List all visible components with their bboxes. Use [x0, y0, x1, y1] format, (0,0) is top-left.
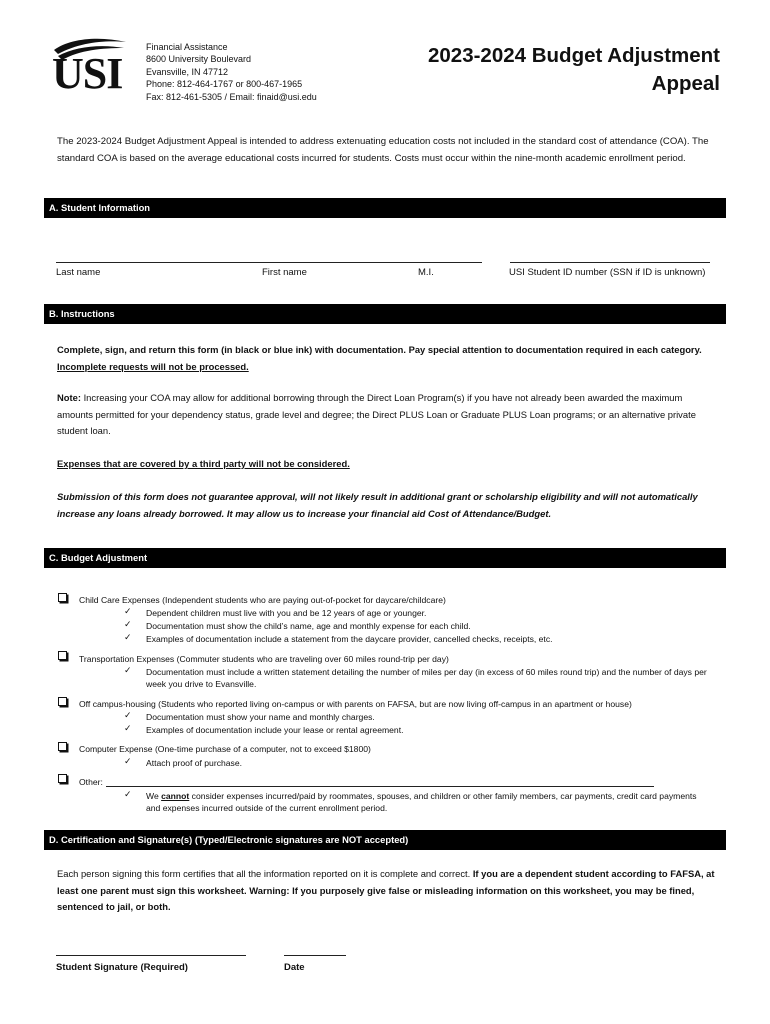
- address-line: 8600 University Boulevard: [146, 54, 252, 65]
- check-icon: ✓: [124, 789, 132, 799]
- address-line: Phone: 812-464-1767 or 800-467-1965: [146, 79, 303, 90]
- student-signature-line[interactable]: [56, 955, 246, 956]
- instructions-paragraph: [57, 342, 717, 375]
- computer-requirement: Attach proof of purchase.: [146, 758, 243, 768]
- computer-expense-label: Computer Expense (One-time purchase of a computer, not to exceed $1800): [79, 744, 371, 754]
- title-line-1: 2023-2024 Budget Adjustment: [427, 44, 720, 67]
- check-icon: ✓: [124, 665, 132, 675]
- logo-text: USI: [52, 49, 123, 98]
- date-label: Date: [284, 962, 305, 973]
- date-line[interactable]: [284, 955, 346, 956]
- note-text: Increasing your COA may allow for additional borrowing through the Direct Loan Program(s) if you have not already been awarded the maximum amounts permitted for your dependency status, grade level and degree; the Direct PLUS Loan or Graduate PLUS Loan programs; or an alternative private student loan.: [57, 392, 696, 436]
- child-care-label: Child Care Expenses (Independent students who are paying out-of-pocket for daycare/childcare): [79, 595, 446, 605]
- note-paragraph: [57, 390, 717, 440]
- office-address: [146, 41, 317, 103]
- other-expense-input-line[interactable]: [106, 786, 654, 787]
- address-line: Evansville, IN 47712: [146, 66, 229, 77]
- section-d-heading: D. Certification and Signature(s) (Typed/Electronic signatures are NOT accepted): [44, 830, 726, 850]
- excluded-text: consider expenses incurred/paid by roommates, spouses, and children or other family members, car payments, credit card payments and expenses incurred outside of the current enrollment period.: [146, 791, 697, 814]
- section-c-heading: C. Budget Adjustment: [44, 548, 726, 568]
- certification-text: Each person signing this form certifies that all the information reported on it is complete and correct.: [57, 868, 473, 879]
- section-b-heading: B. Instructions: [44, 304, 726, 324]
- incomplete-warning: Incomplete requests will not be processed.: [57, 360, 249, 372]
- section-a-heading: A. Student Information: [44, 198, 726, 218]
- certification-warning: If you are a dependent student according to FAFSA, at least one parent must sign this worksheet. Warning: If you purposely give false or misleading information on this worksheet, you may be fined, sentenced to jail, or both.: [57, 868, 715, 912]
- check-icon: ✓: [124, 632, 132, 642]
- check-icon: ✓: [124, 606, 132, 616]
- computer-expense-checkbox[interactable]: [58, 742, 67, 751]
- submission-disclaimer: Submission of this form does not guarantee approval, will not likely result in additional grant or scholarship eligibility and will not automatically increase any loans already borrowed. It may allow us to increase your financial aid Cost of Attendance/Budget.: [57, 491, 698, 519]
- transportation-requirement: Documentation must include a written statement detailing the number of miles per day (in excess of 60 miles round trip) and the number of days per week you drive to Evansville.: [146, 667, 707, 690]
- housing-requirement: Examples of documentation include your lease or rental agreement.: [146, 725, 404, 735]
- instructions-text: Complete, sign, and return this form (in black or blue ink) with documentation. Pay special attention to documentation required in each category.: [57, 344, 702, 355]
- note-label: Note:: [57, 392, 81, 403]
- child-care-requirement: Dependent children must live with you and be 12 years of age or younger.: [146, 608, 427, 618]
- student-id-label: USI Student ID number (SSN if ID is unknown): [509, 267, 706, 278]
- other-expense-label: Other:: [79, 777, 103, 787]
- form-title: [428, 42, 720, 98]
- off-campus-housing-label: Off campus-housing (Students who reported living on-campus or with parents on FAFSA, but are now living off-campus in an apartment or house): [79, 699, 632, 709]
- check-icon: ✓: [124, 710, 132, 720]
- student-signature-label: Student Signature (Required): [56, 962, 188, 973]
- title-line-2: Appeal: [651, 72, 720, 95]
- transportation-checkbox[interactable]: [58, 651, 67, 660]
- intro-paragraph: The 2023-2024 Budget Adjustment Appeal is intended to address extenuating education costs not included in the standard cost of attendance (COA). The standard COA is based on the average educational costs incurred for students. Costs must occur within the nine-month academic enrollment period.: [57, 136, 709, 164]
- check-icon: ✓: [124, 756, 132, 766]
- cannot-emphasis: cannot: [161, 791, 190, 801]
- last-name-label: Last name: [56, 267, 101, 278]
- address-line: Fax: 812-461-5305 / Email: finaid@usi.edu: [146, 91, 317, 102]
- child-care-requirement: Examples of documentation include a statement from the daycare provider, cancelled checks, receipts, etc.: [146, 634, 553, 644]
- off-campus-housing-checkbox[interactable]: [58, 697, 67, 706]
- first-name-label: First name: [262, 267, 307, 278]
- other-expense-checkbox[interactable]: [58, 774, 67, 783]
- third-party-notice: Expenses that are covered by a third party will not be considered.: [57, 458, 350, 469]
- certification-paragraph: [57, 866, 717, 916]
- check-icon: ✓: [124, 619, 132, 629]
- child-care-requirement: Documentation must show the child’s name, age and monthly expense for each child.: [146, 621, 471, 631]
- excluded-text: We: [146, 791, 162, 801]
- check-icon: ✓: [124, 723, 132, 733]
- excluded-expenses-note: [146, 790, 711, 815]
- transportation-label: Transportation Expenses (Commuter students who are traveling over 60 miles round-trip per day): [79, 654, 449, 664]
- address-line: Financial Assistance: [146, 42, 228, 52]
- housing-requirement: Documentation must show your name and monthly charges.: [146, 712, 375, 722]
- name-input-line[interactable]: [56, 262, 482, 263]
- middle-initial-label: M.I.: [418, 267, 434, 278]
- student-id-input-line[interactable]: [510, 262, 710, 263]
- usi-logo: [52, 44, 123, 98]
- child-care-checkbox[interactable]: [58, 593, 67, 602]
